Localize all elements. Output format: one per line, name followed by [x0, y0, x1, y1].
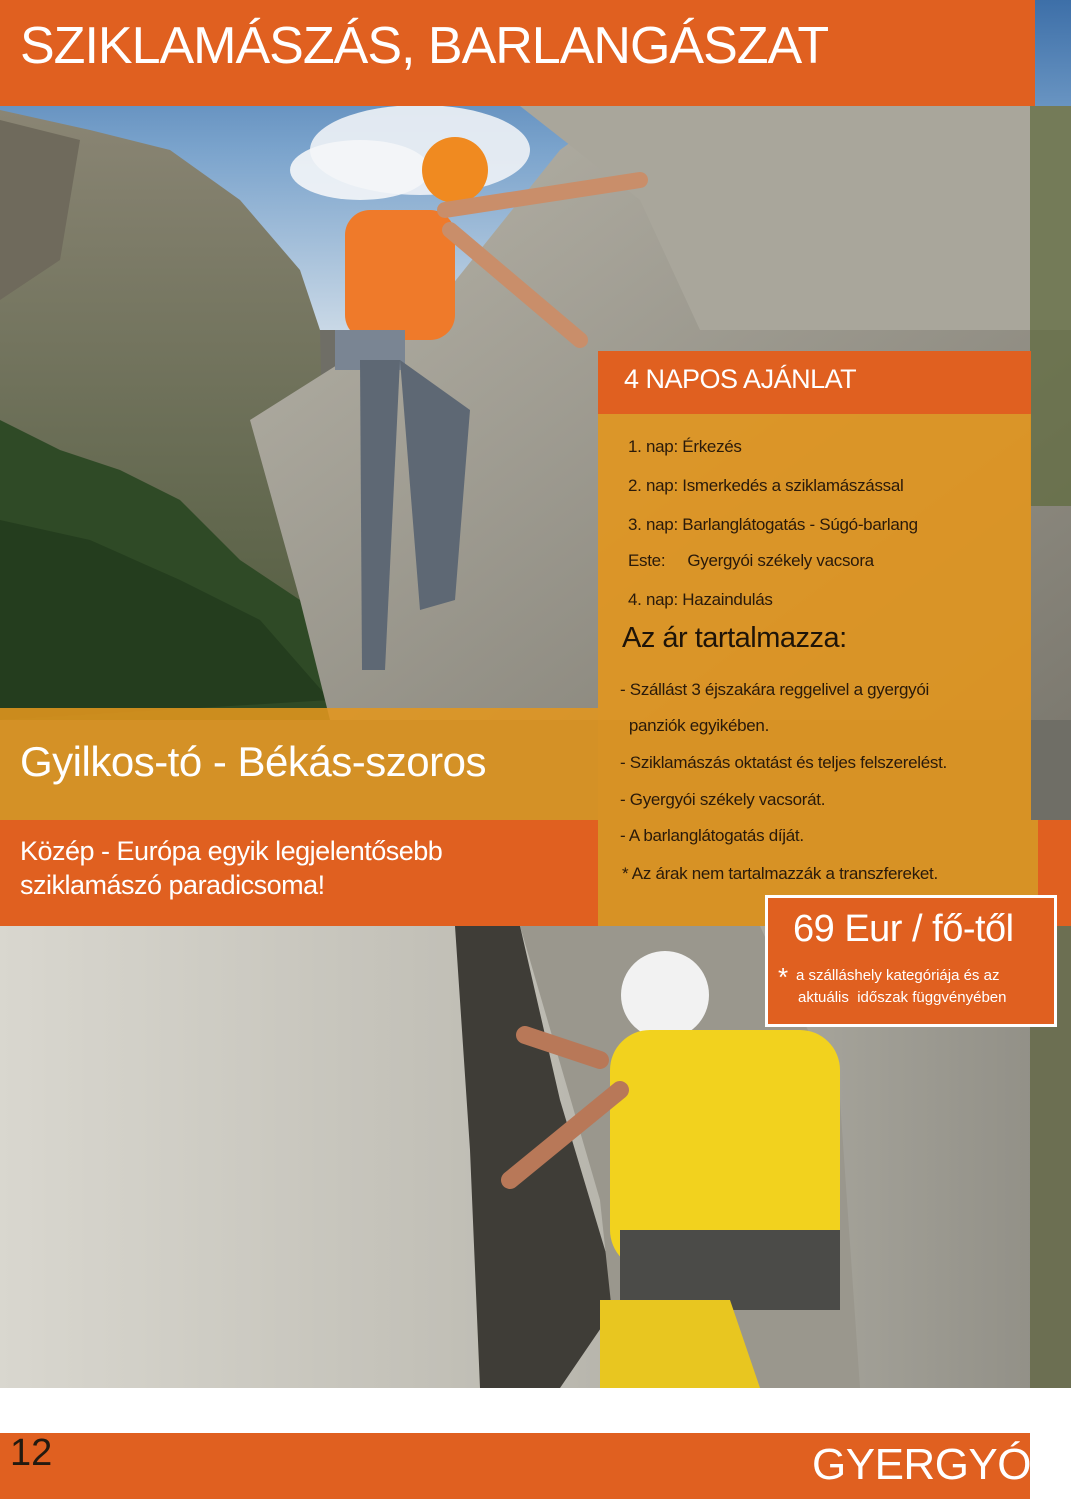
includes-item: - A barlanglátogatás díját.	[620, 826, 804, 845]
price-note-line-1: a szálláshely kategóriája és az	[796, 967, 1000, 984]
transfer-note: * Az árak nem tartalmazzák a transzfereket.	[622, 864, 938, 883]
day-item-2: 2. nap: Ismerkedés a sziklamászással	[628, 476, 904, 495]
footer-edge	[1030, 1433, 1071, 1499]
location-name: Gyilkos-tó - Békás-szoros	[20, 738, 486, 785]
day-item-evening: Este: Gyergyói székely vacsora	[628, 551, 874, 570]
tagline-line-1: Közép - Európa egyik legjelentősebb	[20, 836, 443, 866]
day-item-3: 3. nap: Barlanglátogatás - Súgó-barlang	[628, 515, 918, 534]
page-title: SZIKLAMÁSZÁS, BARLANGÁSZAT	[20, 17, 829, 75]
includes-item: - Szállást 3 éjszakára reggelivel a gyergyói	[620, 680, 930, 699]
includes-item: panziók egyikében.	[620, 716, 769, 735]
includes-item: - Gyergyói székely vacsorát.	[620, 790, 826, 809]
region-name: GYERGYÓ	[812, 1440, 1031, 1489]
page-number: 12	[10, 1432, 53, 1474]
photo-divider	[0, 1388, 1071, 1433]
day-item-4: 4. nap: Hazaindulás	[628, 590, 773, 609]
asterisk-icon: *	[778, 962, 789, 992]
offer-heading: 4 NAPOS AJÁNLAT	[624, 364, 857, 394]
day-item-1: 1. nap: Érkezés	[628, 437, 742, 456]
price-note-line-2: aktuális időszak függvényében	[798, 989, 1007, 1006]
tagline-line-2: sziklamászó paradicsoma!	[20, 870, 325, 900]
includes-item: - Sziklamászás oktatást és teljes felszerelést.	[620, 753, 947, 772]
includes-heading: Az ár tartalmazza:	[622, 622, 847, 654]
price-amount: 69 Eur / fő-től	[793, 908, 1014, 950]
